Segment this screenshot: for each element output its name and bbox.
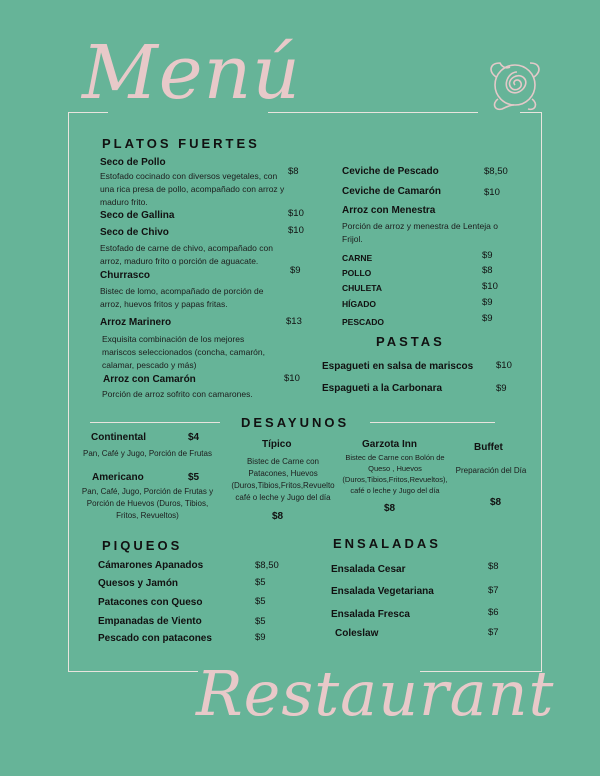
item-name: Típico	[262, 439, 292, 450]
item-name: Espagueti a la Carbonara	[322, 383, 443, 394]
item-name: Seco de Gallina	[100, 210, 175, 221]
option-name: CHULETA	[342, 283, 382, 293]
item-name: Ceviche de Camarón	[342, 186, 441, 197]
item-price: $7	[488, 585, 499, 596]
item-price: $8	[384, 503, 396, 514]
frame-bottom-left-line	[68, 671, 198, 672]
desayunos-heading: DESAYUNOS	[241, 415, 350, 430]
item-price: $10	[284, 373, 300, 384]
item-price: $8,50	[255, 560, 279, 571]
item-desc: Porción de arroz y menestra de Lenteja o Frijol.	[342, 221, 498, 244]
option-price: $10	[482, 281, 498, 292]
pastas-heading: PASTAS	[376, 334, 445, 349]
item-price: $13	[286, 316, 302, 327]
option-price: $9	[482, 313, 493, 324]
item-name: Patacones con Queso	[98, 597, 203, 608]
option-name: POLLO	[342, 268, 372, 278]
item-price: $5	[255, 616, 266, 627]
desayunos-line-left	[90, 422, 220, 423]
item-name: Arroz Marinero	[100, 317, 172, 328]
item-price: $10	[484, 187, 500, 198]
item-name: Quesos y Jamón	[98, 578, 179, 589]
frame-left-line	[68, 112, 69, 672]
item-price: $8	[490, 497, 502, 508]
item-price: $7	[488, 627, 499, 638]
item-desc: Exquisita combinación de los mejores mariscos seleccionados (concha, camarón, calamar, pescado y más)	[102, 334, 265, 370]
item-name: Cámarones Apanados	[98, 560, 204, 571]
item-name: Espagueti en salsa de mariscos	[322, 361, 474, 372]
desayunos-line-right	[370, 422, 495, 423]
item-name: Garzota Inn	[362, 439, 418, 450]
item-price: $5	[188, 472, 200, 483]
item-name: Ceviche de Pescado	[342, 166, 439, 177]
item-price: $5	[255, 577, 266, 588]
item-desc: Bistec de Carne con Patacones, Huevos (Duros,Tibios,Fritos,Revuelto café o leche y Jugo del día	[231, 457, 335, 502]
item-name: Americano	[92, 472, 144, 483]
item-price: $4	[188, 432, 200, 443]
item-price: $10	[288, 208, 304, 219]
item-price: $10	[496, 360, 512, 371]
item-name: Continental	[91, 432, 146, 443]
item-name: Ensalada Vegetariana	[331, 586, 434, 597]
platos-fuertes-heading: PLATOS FUERTES	[102, 136, 260, 151]
item-price: $8	[288, 166, 299, 177]
item-price: $5	[255, 596, 266, 607]
item-desc: Bistec de Carne con Bolón de Queso , Huevos (Duros,Tibios,Fritos,Revueltos), café o leche y Jugo del día	[342, 453, 448, 495]
item-desc: Pan, Café y Jugo, Porción de Frutas	[83, 449, 212, 458]
item-price: $8	[488, 561, 499, 572]
item-price: $9	[496, 383, 507, 394]
item-price: $6	[488, 607, 499, 618]
item-desc: Porción de arroz sofrito con camarones.	[102, 389, 253, 399]
item-name: Churrasco	[100, 270, 151, 281]
restaurant-script: Restaurant	[196, 657, 555, 730]
item-name: Pescado con patacones	[98, 633, 212, 644]
option-name: CARNE	[342, 253, 373, 263]
item-price: $9	[255, 632, 266, 643]
option-price: $9	[482, 297, 493, 308]
item-desc: Bistec de lomo, acompañado de porción de arroz, huevos fritos y papas fritas.	[100, 286, 264, 309]
item-name: Buffet	[474, 442, 503, 453]
item-price: $8,50	[484, 166, 508, 177]
rose-icon	[482, 55, 548, 115]
item-price: $8	[272, 511, 284, 522]
item-price: $10	[288, 225, 304, 236]
option-name: PESCADO	[342, 317, 385, 327]
option-price: $9	[482, 250, 493, 261]
item-price: $9	[290, 265, 301, 276]
item-name: Seco de Chivo	[100, 227, 169, 238]
item-desc: Estofado de carne de chivo, acompañado con arroz, maduro frito o porción de aguacate.	[100, 243, 273, 266]
item-desc: Preparación del Día	[455, 466, 527, 475]
menu-title: Menú	[82, 30, 301, 116]
option-name: HÍGADO	[342, 299, 376, 309]
item-name: Ensalada Fresca	[331, 609, 410, 620]
item-desc: Estofado cocinado con diversos vegetales, con una rica presa de pollo, acompañado con arroz y maduro frito.	[100, 171, 285, 207]
item-name: Coleslaw	[335, 628, 379, 639]
item-desc: Pan, Café, Jugo, Porción de Frutas y Porción de Huevos (Duros, Tibios, Fritos, Revueltos)	[81, 487, 214, 520]
option-price: $8	[482, 265, 493, 276]
item-name: Seco de Pollo	[100, 157, 166, 168]
piqueos-heading: PIQUEOS	[102, 538, 183, 553]
item-name: Ensalada Cesar	[331, 564, 406, 575]
item-name: Arroz con Camarón	[103, 374, 196, 385]
frame-right-line	[541, 112, 542, 672]
ensaladas-heading: ENSALADAS	[333, 536, 441, 551]
item-name: Arroz con Menestra	[342, 205, 436, 216]
item-name: Empanadas de Viento	[98, 616, 202, 627]
